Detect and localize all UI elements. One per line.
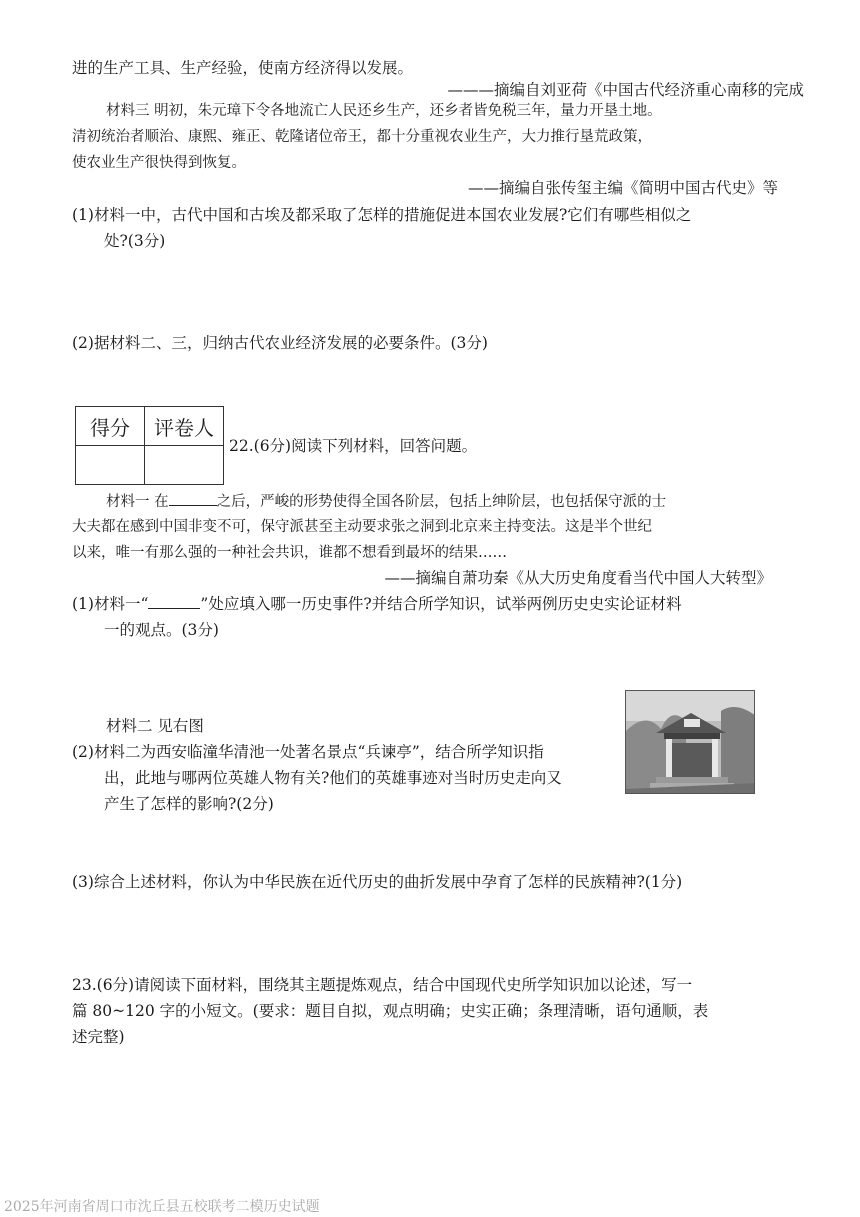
question-text: 述完整) bbox=[72, 1028, 125, 1046]
question-text bbox=[72, 594, 682, 614]
source-citation: ———摘编自刘亚荷《中国古代经济重心南移的完成 bbox=[447, 81, 804, 99]
text-fragment: 之后，严峻的形势使得全国各阶层，包括上绅阶层，也包括保守派的士 bbox=[216, 494, 667, 510]
pavilion-photo bbox=[625, 690, 755, 794]
question-text: (1)材料一中，古代中国和古埃及都采取了怎样的措施促进本国农业发展?它们有哪些相似之 bbox=[72, 206, 692, 224]
text-line: 清初统治者顺治、康熙、雍正、乾隆诸位帝王，都十分重视农业生产，大力推行垦荒政策， bbox=[72, 129, 652, 145]
text-fragment: ”处应填入哪一历史事件?并结合所学知识，试举两例历史史实论证材料 bbox=[200, 595, 682, 613]
score-header: 得分 bbox=[76, 407, 145, 446]
source-citation: ——摘编自张传玺主编《简明中国古代史》等 bbox=[467, 179, 778, 197]
question-text: 出，此地与哪两位英雄人物有关?他们的英雄事迹对当时历史走向又 bbox=[104, 769, 562, 787]
fill-blank[interactable] bbox=[169, 491, 217, 506]
question-text: 一的观点。(3分) bbox=[104, 621, 219, 639]
pavilion-image bbox=[626, 691, 755, 794]
question-text: 产生了怎样的影响?(2分) bbox=[104, 795, 274, 813]
text-line: 使农业生产很快得到恢复。 bbox=[72, 155, 246, 171]
text-line: 以来，唯一有那么强的一种社会共识，谁都不想看到最坏的结果…… bbox=[72, 545, 507, 561]
question-text: 篇 80~120 字的小短文。(要求：题目自拟，观点明确；史实正确；条理清晰，语句通顺，表 bbox=[72, 1002, 709, 1020]
text-fragment: (1)材料一“ bbox=[72, 595, 149, 613]
question-text: (3)综合上述材料，你认为中华民族在近代历史的曲折发展中孕育了怎样的民族精神?(1分) bbox=[72, 873, 683, 891]
source-citation: ——摘编自萧功秦《从大历史角度看当代中国人大转型》 bbox=[384, 569, 772, 587]
question-text: (2)材料二为西安临潼华清池一处著名景点“兵谏亭”，结合所学知识指 bbox=[72, 743, 544, 761]
grader-header: 评卷人 bbox=[145, 407, 224, 446]
text-fragment: 材料一 在 bbox=[106, 494, 169, 510]
question-title: 22.(6分)阅读下列材料，回答问题。 bbox=[229, 437, 478, 455]
text-line: 材料三 明初，朱元璋下令各地流亡人民还乡生产，还乡者皆免税三年，量力开垦土地。 bbox=[106, 103, 662, 119]
fill-blank[interactable] bbox=[148, 594, 200, 609]
text-line: 大夫都在感到中国非变不可，保守派甚至主动要求张之洞到北京来主持变法。这是半个世纪 bbox=[72, 519, 652, 535]
footer-watermark: 2025年河南省周口市沈丘县五校联考二模历史试题 bbox=[4, 1199, 320, 1215]
material-label: 材料二 见右图 bbox=[106, 717, 204, 735]
question-text: (2)据材料二、三，归纳古代农业经济发展的必要条件。(3分) bbox=[72, 334, 488, 352]
score-cell[interactable] bbox=[76, 446, 145, 485]
score-table bbox=[75, 406, 224, 485]
text-line: 进的生产工具、生产经验，使南方经济得以发展。 bbox=[72, 59, 414, 77]
question-title: 23.(6分)请阅读下面材料，围绕其主题提炼观点，结合中国现代史所学知识加以论述，写一 bbox=[72, 976, 693, 994]
question-text: 处?(3分) bbox=[104, 232, 166, 250]
grader-cell[interactable] bbox=[145, 446, 224, 485]
text-line bbox=[106, 491, 666, 512]
